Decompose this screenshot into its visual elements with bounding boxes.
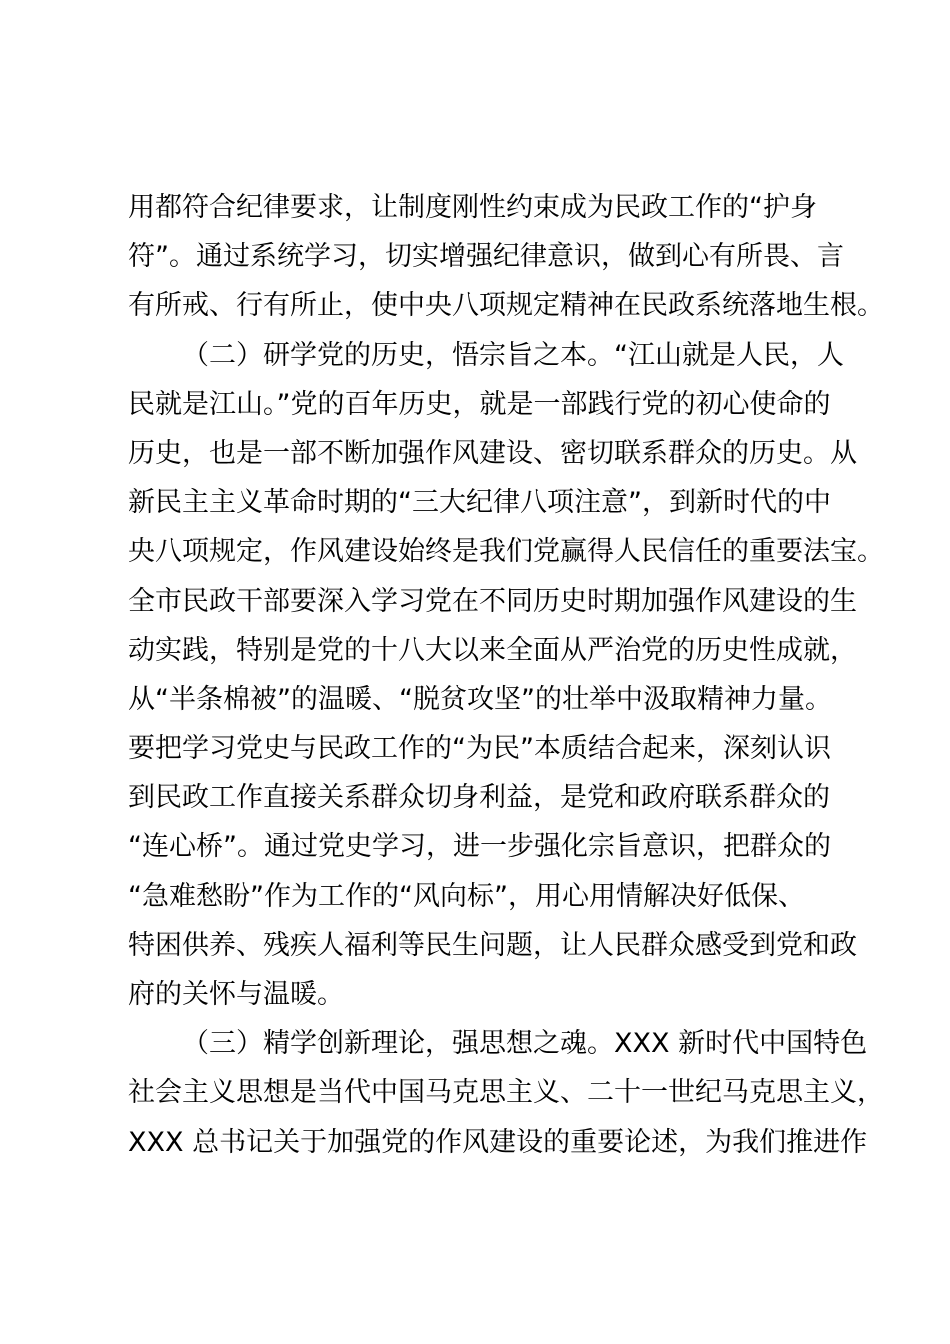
section-heading-line: （三）精学创新理论，强思想之魂。XXX 新时代中国特色: [182, 1028, 868, 1060]
text-line: 动实践，特别是党的十八大以来全面从严治党的历史性成就，: [128, 634, 857, 666]
text-line: 到民政工作直接关系群众切身利益，是党和政府联系群众的: [128, 782, 830, 814]
text-line: 符”。通过系统学习，切实增强纪律意识，做到心有所畏、言: [128, 241, 844, 273]
text-line: 府的关怀与温暖。: [128, 979, 344, 1010]
section-heading-line: （二）研学党的历史，悟宗旨之本。“江山就是人民，人: [182, 339, 844, 371]
text-line: “急难愁盼”作为工作的“风向标”，用心用情解决好低保、: [128, 880, 805, 912]
text-line: 全市民政干部要深入学习党在不同历史时期加强作风建设的生: [128, 585, 857, 617]
text-line: 央八项规定，作风建设始终是我们党赢得人民信任的重要法宝。: [128, 536, 884, 568]
body-text: [128, 183, 884, 1167]
text-line: 从“半条棉被”的温暖、“脱贫攻坚”的壮举中汲取精神力量。: [128, 683, 832, 715]
text-line: 要把学习党史与民政工作的“为民”本质结合起来，深刻认识: [128, 733, 831, 765]
text-line: 用都符合纪律要求，让制度刚性约束成为民政工作的“护身: [128, 192, 817, 223]
text-line: 新民主主义革命时期的“三大纪律八项注意”，到新时代的中: [128, 487, 831, 519]
text-line: “连心桥”。通过党史学习，进一步强化宗旨意识，把群众的: [128, 831, 831, 863]
text-line: 民就是江山。”党的百年历史，就是一部践行党的初心使命的: [128, 388, 831, 420]
text-line: XXX 总书记关于加强党的作风建设的重要论述，为我们推进作: [128, 1126, 868, 1158]
text-line: 历史，也是一部不断加强作风建设、密切联系群众的历史。从: [128, 437, 857, 469]
text-line: 社会主义思想是当代中国马克思主义、二十一世纪马克思主义，: [128, 1077, 884, 1109]
text-line: 特困供养、残疾人福利等民生问题，让人民群众感受到党和政: [128, 929, 857, 961]
text-line: 有所戒、行有所止，使中央八项规定精神在民政系统落地生根。: [128, 290, 884, 322]
